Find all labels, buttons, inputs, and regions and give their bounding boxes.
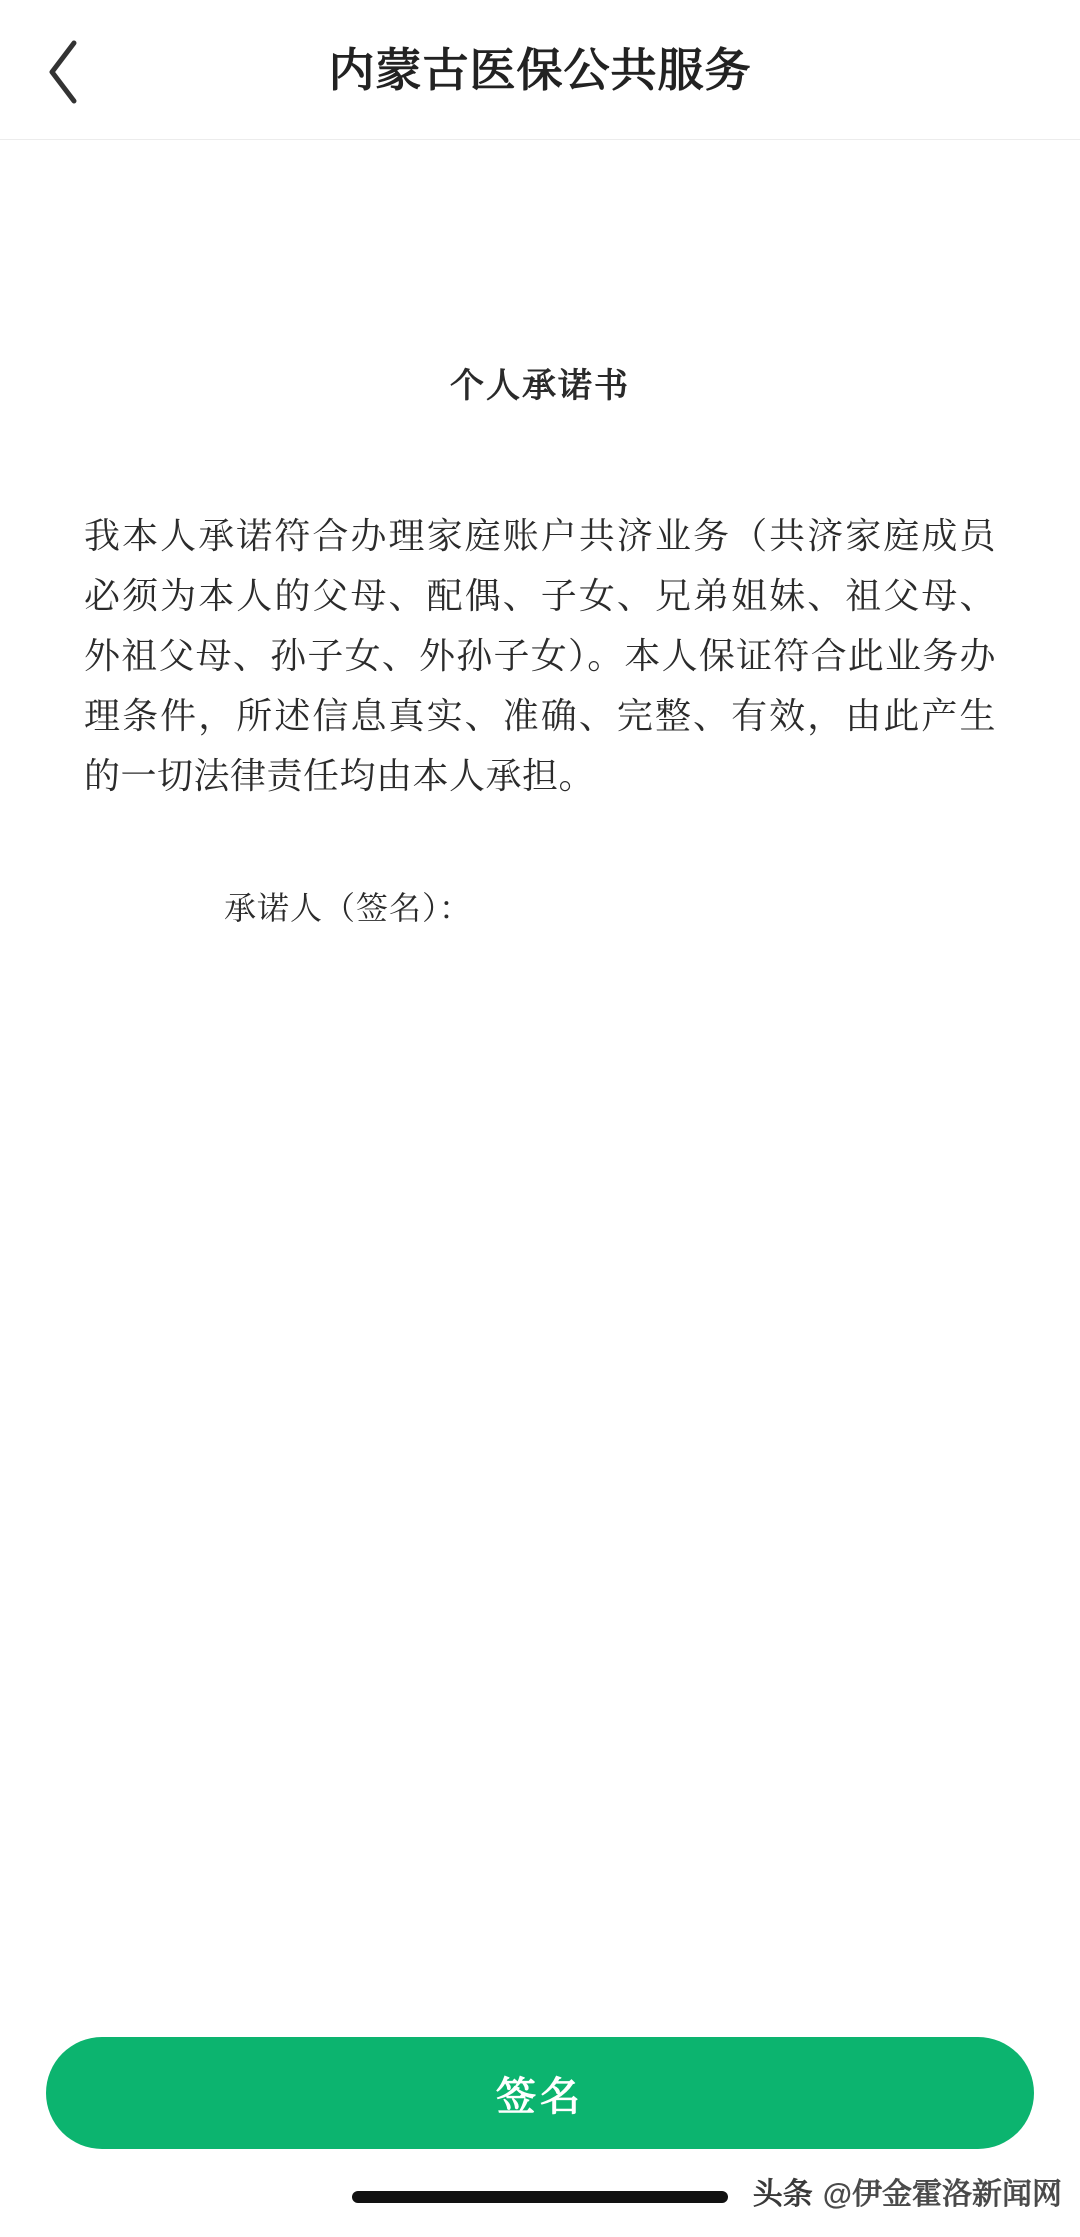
watermark bbox=[753, 2175, 1062, 2215]
signature-label: 承诺人（签名）： bbox=[224, 890, 473, 926]
navigation-bar bbox=[0, 0, 1080, 140]
document-heading: 个人承诺书 bbox=[450, 367, 630, 405]
document-body-text: 我本人承诺符合办理家庭账户共济业务（共济家庭成员必须为本人的父母、配偶、子女、兄弟姐妹、祖父母、外祖父母、孙子女、外孙子女）。本人保证符合此业务办理条件，所述信息真实、准确、完整、有效，由此产生的一切法律责任均由本人承担。 bbox=[84, 515, 996, 796]
home-indicator bbox=[352, 2191, 728, 2203]
watermark-text: @伊金霍洛新闻网 bbox=[822, 2178, 1062, 2211]
sign-button[interactable]: 签名 bbox=[46, 2037, 1034, 2149]
commitment-document bbox=[0, 362, 1080, 932]
watermark-brand: 头条 bbox=[752, 2178, 813, 2211]
page-title: 内蒙古医保公共服务 bbox=[328, 44, 752, 96]
